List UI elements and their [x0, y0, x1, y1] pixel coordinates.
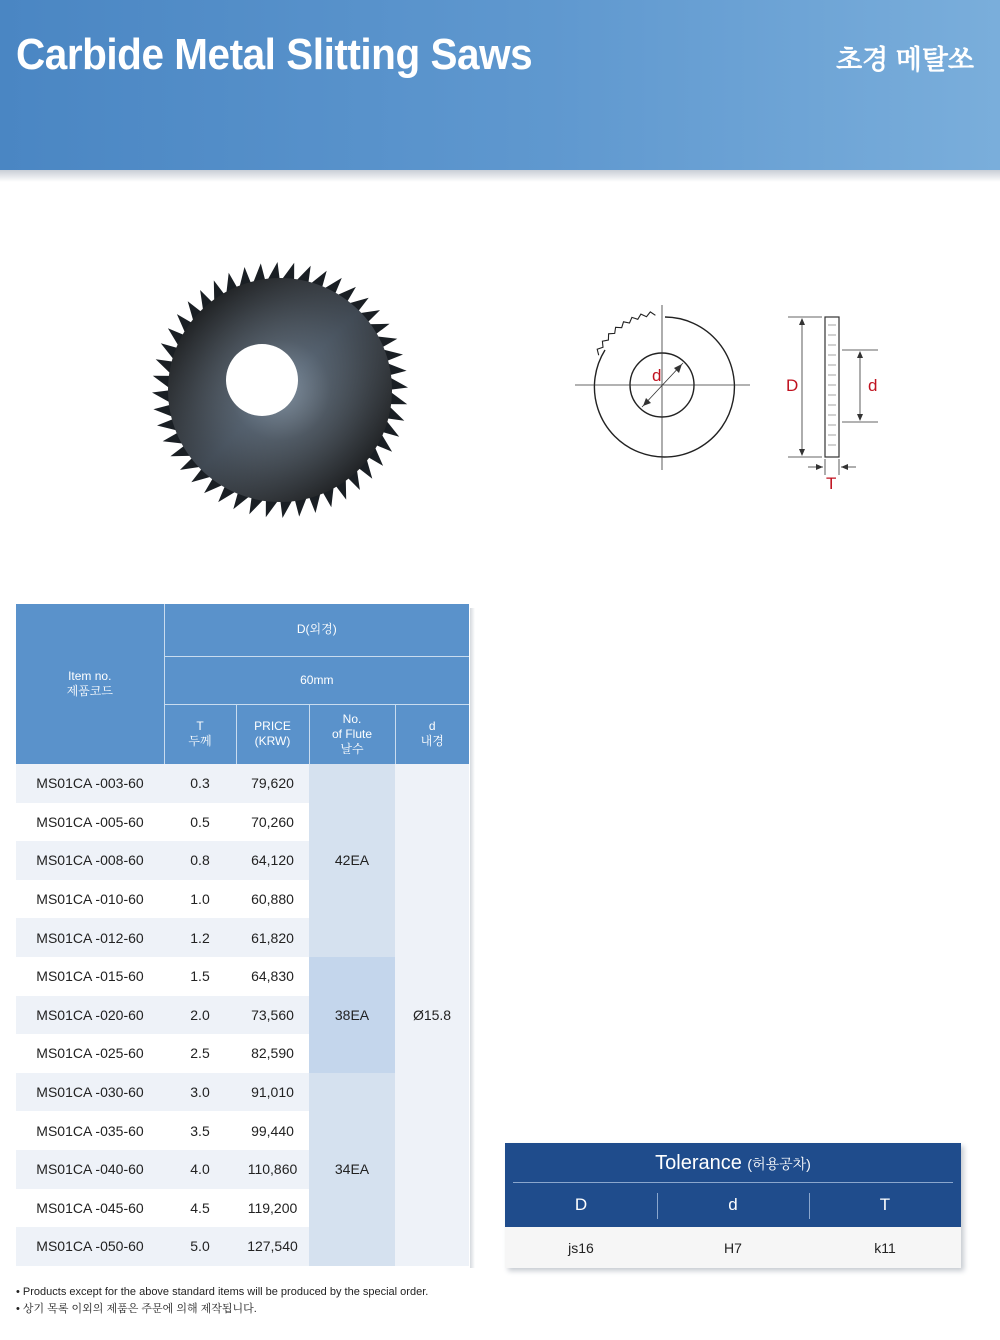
tolerance-col-T: T	[879, 1195, 891, 1214]
tolerance-value-D: js16	[568, 1239, 594, 1256]
tolerance-title	[505, 1152, 961, 1175]
footnote-en: • Products except for the above standard items will be produced by the special order.	[16, 1286, 429, 1298]
flute-count: 38EA	[309, 957, 395, 1073]
item-code: MS01CA -008-60	[16, 841, 164, 880]
thickness: 2.0	[164, 996, 236, 1035]
tolerance-divider	[513, 1182, 953, 1183]
table-shadow	[470, 608, 475, 1268]
header-inner-diameter-label-ko: 내경	[420, 734, 444, 749]
item-code: MS01CA -015-60	[16, 957, 164, 996]
tolerance-col-D: D	[574, 1195, 588, 1214]
item-code: MS01CA -012-60	[16, 918, 164, 957]
flute-count: 42EA	[309, 764, 395, 957]
header-flute-label-2: of Flute	[331, 726, 373, 741]
page-title: Carbide Metal Slitting Saws	[16, 30, 533, 79]
header-price-unit: (KRW)	[254, 734, 291, 749]
inner-diameter: Ø15.8	[395, 764, 469, 1266]
header-price	[236, 704, 309, 764]
tolerance-values	[505, 1227, 961, 1268]
thickness: 3.0	[164, 1073, 236, 1112]
thickness: 0.8	[164, 841, 236, 880]
tolerance-col-d: d	[728, 1195, 738, 1214]
item-code: MS01CA -003-60	[16, 764, 164, 803]
item-code: MS01CA -050-60	[16, 1227, 164, 1266]
diagram-teeth	[597, 312, 655, 355]
item-code: MS01CA -045-60	[16, 1189, 164, 1228]
item-code: MS01CA -025-60	[16, 1034, 164, 1073]
price: 73,560	[236, 996, 309, 1035]
thickness: 0.5	[164, 803, 236, 842]
header-inner-diameter-label: d	[428, 719, 436, 734]
header-outer-diameter: D(외경)	[164, 604, 469, 656]
price: 79,620	[236, 764, 309, 803]
price: 99,440	[236, 1111, 309, 1150]
item-no-label-ko: 제품코드	[66, 684, 113, 698]
item-code: MS01CA -005-60	[16, 803, 164, 842]
thickness: 4.0	[164, 1150, 236, 1189]
header-banner	[0, 0, 1000, 170]
thickness: 4.5	[164, 1189, 236, 1228]
header-flute	[309, 704, 395, 764]
thickness: 2.5	[164, 1034, 236, 1073]
price: 60,880	[236, 880, 309, 919]
saw-blade-photo	[150, 260, 410, 520]
diagram-label-d-inner: d	[652, 366, 662, 385]
header-thickness	[164, 704, 236, 764]
diagram-label-T: T	[826, 474, 837, 493]
item-code: MS01CA -010-60	[16, 880, 164, 919]
header-size: 60mm	[164, 656, 469, 704]
flute-count: 34EA	[309, 1073, 395, 1266]
tolerance-value-T: k11	[874, 1239, 896, 1256]
price: 127,540	[236, 1227, 309, 1266]
item-code: MS01CA -040-60	[16, 1150, 164, 1189]
tolerance-title-ko: (허용공차)	[747, 1156, 811, 1172]
price: 64,120	[236, 841, 309, 880]
page-title-korean: 초경 메탈쏘	[836, 45, 974, 75]
table-row	[16, 764, 469, 803]
price: 110,860	[236, 1150, 309, 1189]
thickness: 1.0	[164, 880, 236, 919]
tolerance-header	[505, 1143, 961, 1227]
tolerance-columns	[505, 1195, 961, 1215]
tolerance-table	[505, 1143, 961, 1268]
thickness: 0.3	[164, 764, 236, 803]
header-thickness-label-ko: 두께	[188, 734, 212, 749]
thickness: 3.5	[164, 1111, 236, 1150]
price: 64,830	[236, 957, 309, 996]
header-shadow	[0, 170, 1000, 182]
header-flute-label-1: No.	[342, 711, 362, 726]
diagram-label-d: d	[868, 376, 878, 395]
diagram-label-D: D	[786, 376, 799, 395]
price: 61,820	[236, 918, 309, 957]
footnotes	[16, 1284, 428, 1318]
item-code: MS01CA -030-60	[16, 1073, 164, 1112]
tolerance-title-label: Tolerance	[655, 1152, 742, 1174]
header-flute-label-ko: 날수	[340, 741, 364, 756]
price: 82,590	[236, 1034, 309, 1073]
thickness: 5.0	[164, 1227, 236, 1266]
spec-table	[16, 604, 469, 1266]
thickness: 1.5	[164, 957, 236, 996]
header-inner-diameter	[395, 704, 469, 764]
thickness: 1.2	[164, 918, 236, 957]
item-no-label: Item no.	[68, 669, 112, 683]
header-item-no	[16, 604, 164, 764]
footnote-ko: • 상기 목록 이외의 제품은 주문에 의해 제작됩니다.	[16, 1303, 257, 1315]
header-thickness-label: T	[196, 719, 204, 734]
price: 70,260	[236, 803, 309, 842]
item-code: MS01CA -035-60	[16, 1111, 164, 1150]
item-code: MS01CA -020-60	[16, 996, 164, 1035]
price: 91,010	[236, 1073, 309, 1112]
price: 119,200	[236, 1189, 309, 1228]
header-price-label: PRICE	[254, 719, 291, 734]
dimension-diagram	[570, 295, 890, 495]
tolerance-value-d: H7	[724, 1239, 742, 1256]
